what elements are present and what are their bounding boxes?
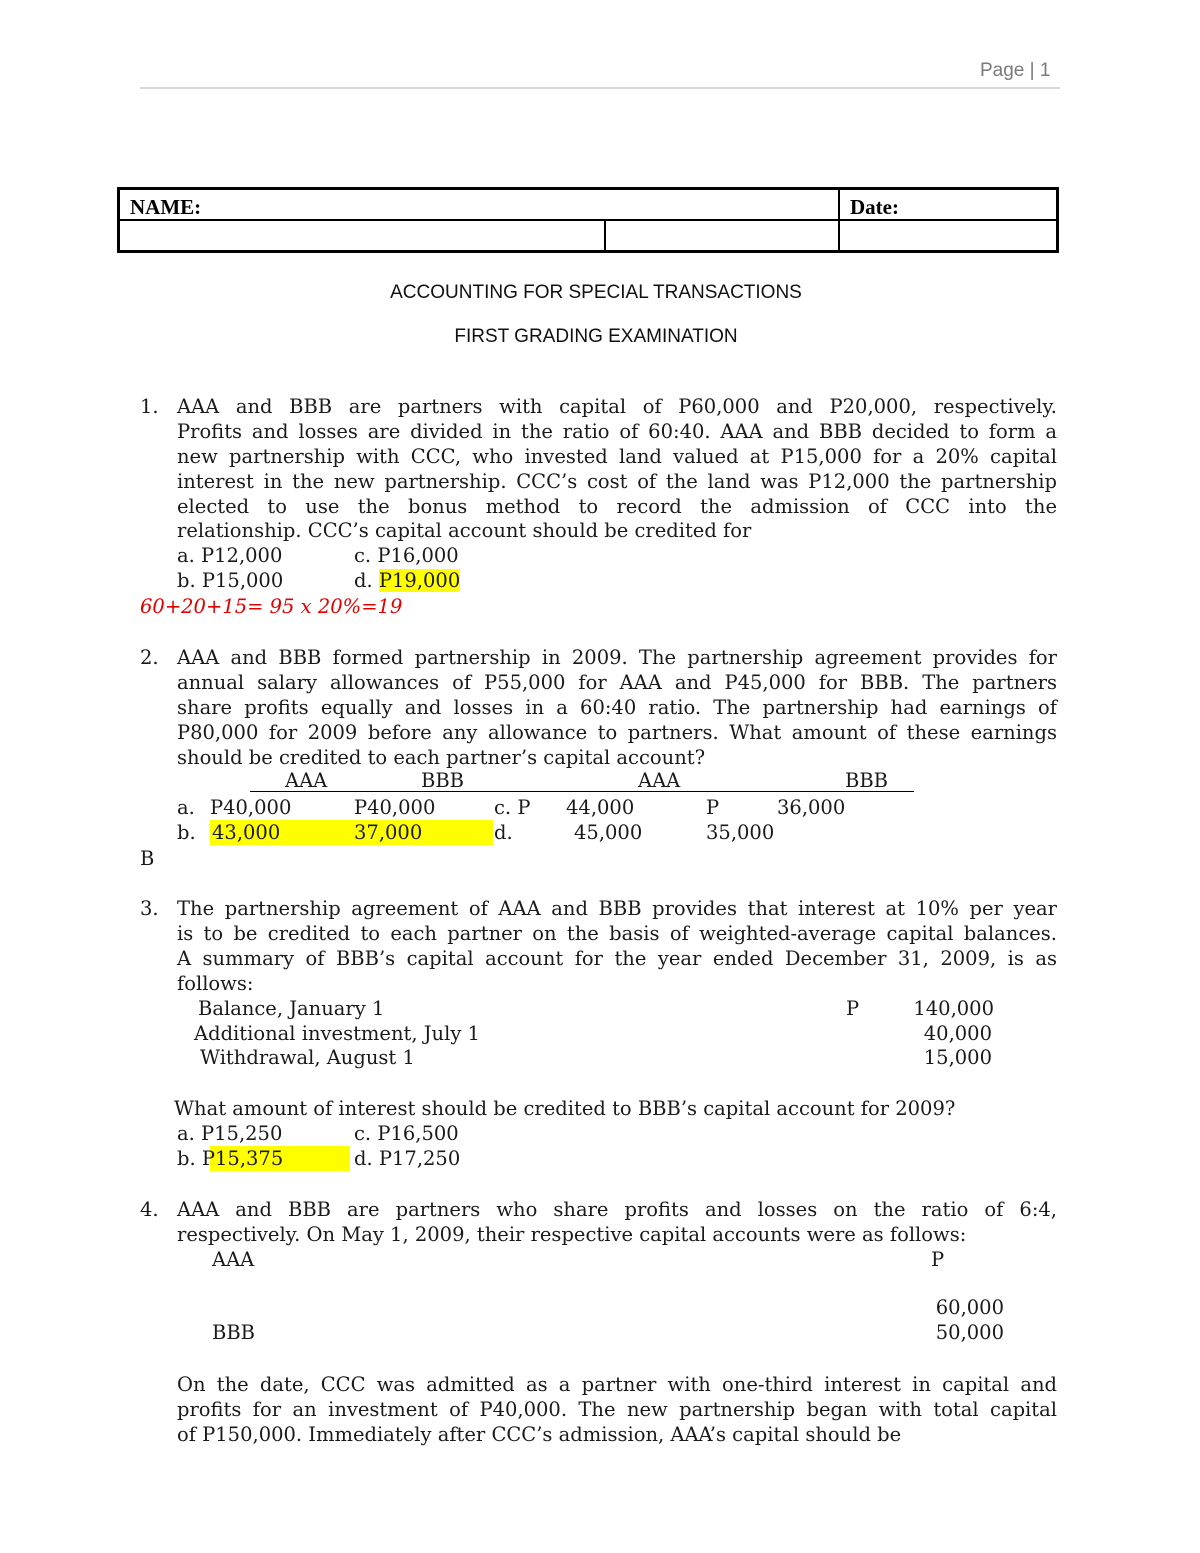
capital-amount: 50,000 <box>935 1321 1004 1344</box>
question-text-line: A summary of BBB’s capital account for the year ended December 31, 2009, is as <box>177 947 1057 970</box>
column-header: AAA <box>285 769 328 792</box>
question-text-line: AAA and BBB are partners with capital of P60,000 and P20,000, respectively. <box>177 395 1057 418</box>
choice-a: a. P15,250 <box>177 1122 283 1145</box>
column-header: BBB <box>845 769 888 792</box>
table-cell: 43,000 <box>212 821 281 844</box>
column-header: AAA <box>638 769 681 792</box>
question-text-line: P80,000 for 2009 before any allowance to partners. What amount of these earnings <box>177 721 1057 744</box>
ledger-label: Balance, January 1 <box>198 997 385 1020</box>
question-text-line: respectively. On May 1, 2009, their respective capital accounts were as follows: <box>177 1223 967 1246</box>
name-date-table <box>117 187 1059 253</box>
table-cell: 36,000 <box>777 796 846 819</box>
question-text-line: annual salary allowances of P55,000 for AAA and P45,000 for BBB. The partners <box>177 671 1057 694</box>
question-text-line: of P150,000. Immediately after CCC’s admission, AAA’s capital should be <box>177 1423 902 1446</box>
ledger-label: Additional investment, July 1 <box>194 1022 480 1045</box>
question-text-line: follows: <box>177 972 254 995</box>
column-header: BBB <box>421 769 464 792</box>
table-cell: 45,000 <box>574 821 643 844</box>
capital-amount: 60,000 <box>935 1296 1004 1319</box>
exam-title: FIRST GRADING EXAMINATION <box>454 326 738 347</box>
solution-note: 60+20+15= 95 x 20%=19 <box>140 595 403 618</box>
question-text-line: should be credited to each partner’s capital account? <box>177 746 706 769</box>
choice-b: b. P15,000 <box>177 569 284 592</box>
exam-subject-title: ACCOUNTING FOR SPECIAL TRANSACTIONS <box>390 282 802 303</box>
question-text-line: elected to use the bonus method to record the admission of CCC into the <box>177 495 1057 518</box>
table-cell: 44,000 <box>566 796 635 819</box>
partner-label: BBB <box>212 1321 255 1344</box>
ledger-label: Withdrawal, August 1 <box>200 1046 415 1069</box>
question-text-line: The partnership agreement of AAA and BBB provides that interest at 10% per year <box>177 897 1057 920</box>
question-text-line: share profits equally and losses in a 60:40 ratio. The partnership had earnings of <box>177 696 1057 719</box>
header-underline <box>250 791 914 792</box>
question-text-line: AAA and BBB are partners who share profits and losses on the ratio of 6:4, <box>177 1198 1057 1221</box>
question-number: 3. <box>140 897 159 920</box>
row-label: c. P <box>494 796 531 819</box>
question-text-line: Profits and losses are divided in the ratio of 60:40. AAA and BBB decided to form a <box>177 420 1057 443</box>
question-number: 2. <box>140 646 159 669</box>
ledger-amount: 40,000 <box>923 1022 992 1045</box>
choice-d: d. P19,000 <box>354 569 461 592</box>
answer-mark: B <box>140 847 155 870</box>
question-text-line: AAA and BBB formed partnership in 2009. The partnership agreement provides for <box>177 646 1057 669</box>
choice-d: d. P17,250 <box>354 1147 461 1170</box>
choice-b: b. P15,375 <box>177 1147 284 1170</box>
question-text-line: On the date, CCC was admitted as a partner with one-third interest in capital and <box>177 1373 1057 1396</box>
ledger-amount: 15,000 <box>923 1046 992 1069</box>
choice-c: c. P16,000 <box>354 544 459 567</box>
table-cell: P40,000 <box>354 796 436 819</box>
row-label: a. <box>177 796 195 819</box>
table-cell: P40,000 <box>210 796 292 819</box>
header-divider <box>140 87 1060 89</box>
choice-c: c. P16,500 <box>354 1122 459 1145</box>
table-cell: 37,000 <box>354 821 423 844</box>
question-prompt: What amount of interest should be credited to BBB’s capital account for 2009? <box>174 1097 956 1120</box>
question-text-line: interest in the new partnership. CCC’s cost of the land was P12,000 the partnership <box>177 470 1057 493</box>
choice-a: a. P12,000 <box>177 544 283 567</box>
question-text-line: is to be credited to each partner on the basis of weighted-average capital balances. <box>177 922 1057 945</box>
question-text-line: relationship. CCC’s capital account should be credited for <box>177 519 752 542</box>
ledger-amount: 140,000 <box>913 997 994 1020</box>
question-number: 1. <box>140 395 159 418</box>
currency-symbol: P <box>846 997 860 1020</box>
page-number: Page | 1 <box>980 60 1051 81</box>
highlighted-answer: P19,000 <box>378 569 461 592</box>
question-number: 4. <box>140 1198 159 1221</box>
date-label: Date: <box>850 195 899 219</box>
table-cell: 35,000 <box>706 821 775 844</box>
row-label: b. <box>177 821 196 844</box>
partner-label: AAA <box>212 1248 255 1271</box>
row-label: d. <box>494 821 513 844</box>
highlighted-answer: P15,375 <box>201 1147 284 1170</box>
table-cell: P <box>706 796 720 819</box>
currency-symbol: P <box>931 1248 945 1271</box>
name-label: NAME: <box>130 195 202 219</box>
question-text-line: new partnership with CCC, who invested land valued at P15,000 for a 20% capital <box>177 445 1057 468</box>
question-text-line: profits for an investment of P40,000. The new partnership began with total capital <box>177 1398 1057 1421</box>
